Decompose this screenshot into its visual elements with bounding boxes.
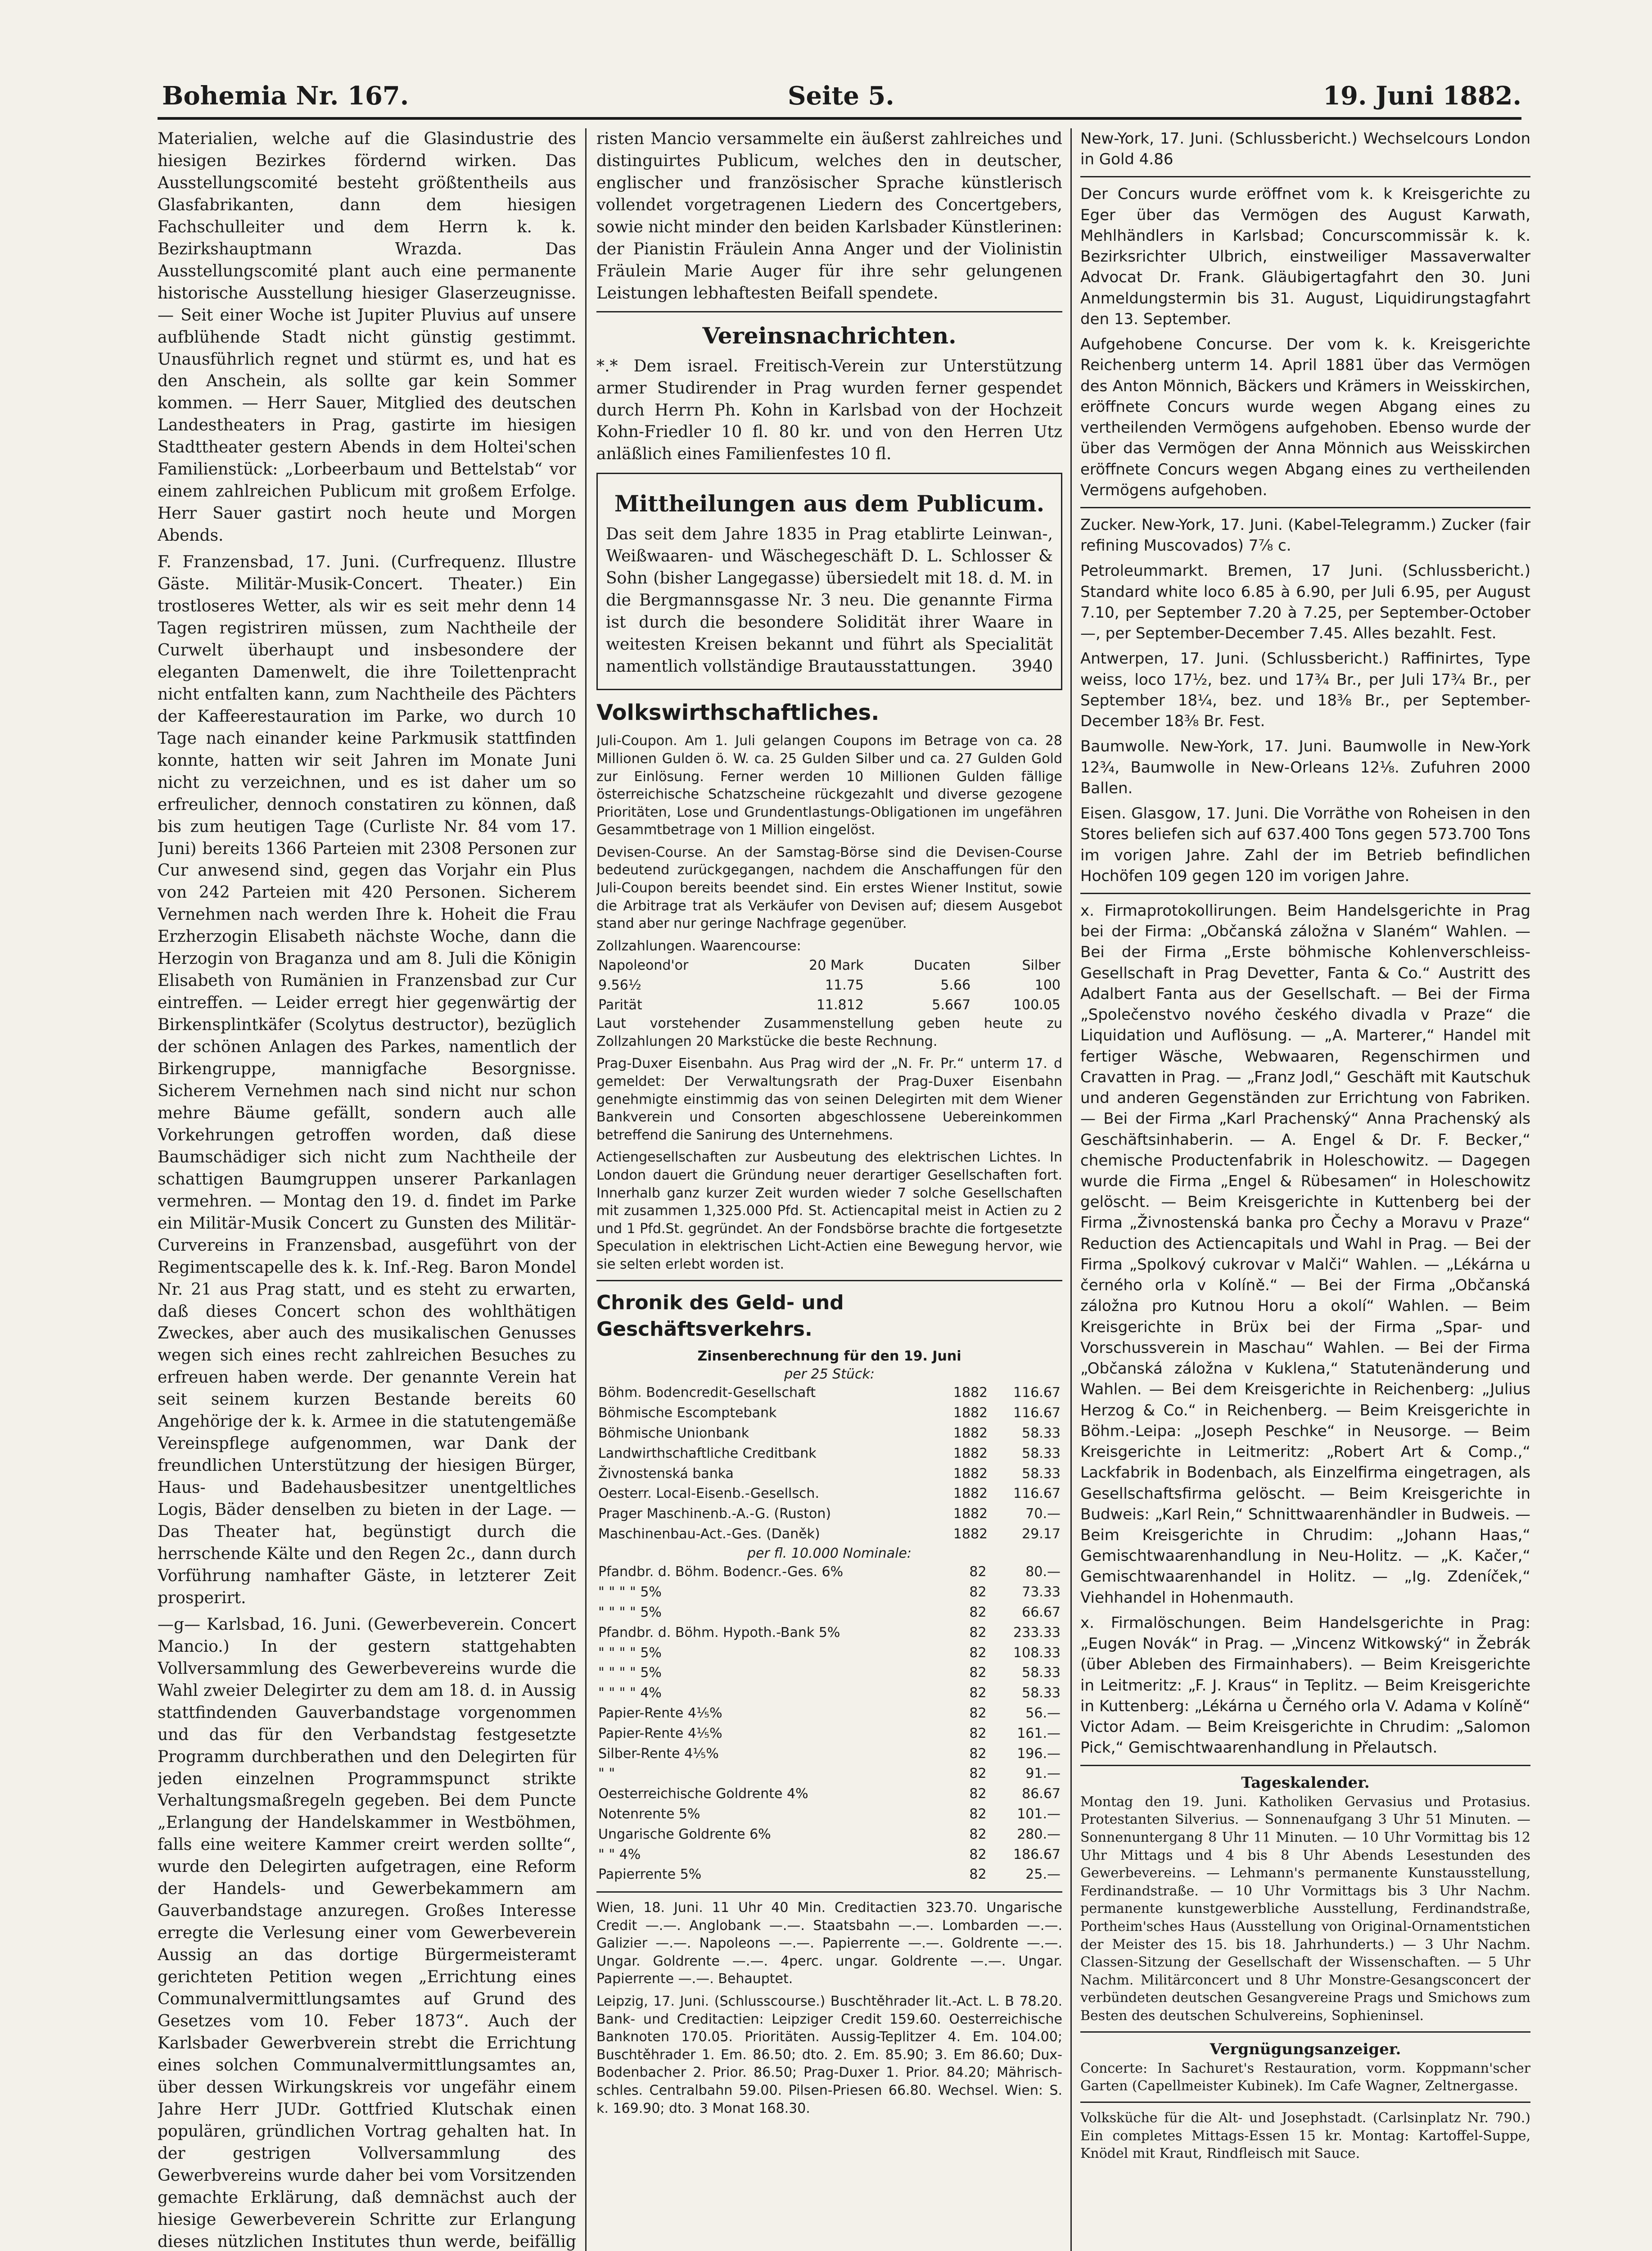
petroleum-paragraph: Petroleummarkt. Bremen, 17 Juni. (Schlussbericht.) Standard white loco 6.85 à 6.90, per Juli 6.95, per August 7.10, per September 7.20 à 7.25, per September-October —, per September-December 7.45. Alles bezahlt. Fest. <box>1080 562 1530 643</box>
zinsen-title: Zinsenberechnung für den 19. Juni <box>697 1348 961 1365</box>
mittheilungen-number: 3940 <box>1011 657 1053 676</box>
page-number: Seite 5. <box>788 81 894 111</box>
table-row <box>596 1663 1062 1683</box>
stocks-table <box>596 1383 1062 1544</box>
table-cell: Böhmische Unionbank <box>598 1425 749 1441</box>
table-cell: Böhm. Bodencredit-Gesellschaft <box>598 1385 816 1401</box>
table-row <box>596 995 1062 1015</box>
table-cell: 70.— <box>1025 1506 1061 1522</box>
table-cell: Parität <box>598 997 642 1013</box>
per-10000-label: per fl. 10.000 Nominale: <box>747 1545 912 1561</box>
column-3 <box>1080 128 1530 2251</box>
table-cell: Papier-Rente 4⅕% <box>598 1705 722 1721</box>
table-row <box>596 1562 1062 1582</box>
article-franzensbad: F. Franzensbad, 17. Juni. (Curfrequenz. Illustre Gäste. Militär-Musik-Concert. Theater.) Ein trostloseres Wetter, als wir es seit mehr denn 14 Tagen registriren müssen, zum Nachtheile der Curwelt überhaupt und insbesondere der eleganten Damenwelt, die ihre Toilettenpracht nicht entfalten kann, zum Nachtheile des Pächters der Kaffeerestauration im Parke, wo durch 10 Tage nach einander keine Parkmusik stattfinden konnte, hatten wir seit Jahren im Monate Juni nicht zu verzeichnen, und es ist daher um so erfreulicher, dennoch constatiren zu können, daß bis zum heutigen Tage (Curliste Nr. 84 vom 17. Juni) bereits 1366 Parteien mit 2308 Personen zur Cur anwesend sind, gegen das Vorjahr ein Plus von 242 Parteien mit 420 Personen. Sicherem Vernehmen nach werden Ihre k. Hoheit die Frau Erzherzogin Elisabeth nächste Woche, dann die Herzogin von Braganza und am 8. Juli die Königin Elisabeth von Rumänien in Franzensbad zur Cur eintreffen. — Leider erregt hier gegenwärtig der Birkensplintkäfer (Scolytus destructor), bezüglich der schönen Anlagen des Parkes, namentlich der Birkengruppe, mannigfache Besorgnisse. Sicherem Vernehmen nach sind nicht nur schon mehre Bäume gefällt, sondern auch alle Vorkehrungen getroffen worden, daß diese Baumschädiger sich nicht zum Nachtheile der schattigen Baumgruppen unserer Parkanlagen vermehren. — Montag den 19. d. findet im Parke ein Militär-Musik Concert zu Gunsten des Militär-Curvereins in Franzensbad, ausgeführt von der Regimentscapelle des k. k. Inf.-Reg. Baron Mondel Nr. 21 aus Prag statt, und es steht zu erwarten, daß dieses Concert schon des wohlthätigen Zweckes, aber auch des musikalischen Genusses wegen sich eines recht zahlreichen Besuches zu erfreuen haben werde. Der genannte Verein hat seit seinem kurzen Bestande bereits 60 Angehörige der k. k. Armee in die statutengemäße Vereinspflege aufgenommen, war Dank der freundlichen Unterstützung der hiesigen Bürger, Haus- und Badehausbesitzer unentgeltliches Logis, Bäder denselben zu bieten in der Lage. — Das Theater hat, begünstigt durch die herrschende Kälte und den Regen 2c., dann durch Vorführung namhafter Gäste, in letzterer Zeit prosperirt. <box>158 553 576 1607</box>
leipzig-quotes: Leipzig, 17. Juni. (Schlusscourse.) Buschtěhrader lit.-Act. L. B 78.20. Bank- und Creditactien: Leipziger Credit 159.60. Oesterreichische Banknoten 170.05. Prioritäten. Aussig-Teplitzer 4. Em. 104.00; Buschtěhrader 1. Em. 86.50; dto. 2. Em. 85.90; 3. Em 86.60; Dux-Bodenbacher 2. Prior. 86.50; Prag-Duxer 1. Prior. 84.20; Mährisch-schles. Centralbahn 59.00. Pilsen-Priesen 66.80. Wechsel. Wien: S. k. 169.90; dto. 3 Monat 168.30. <box>596 1993 1062 2116</box>
zucker-paragraph: Zucker. New-York, 17. Juni. (Kabel-Telegramm.) Zucker (fair refining Muscovados) 7⅞ c. <box>1080 515 1530 555</box>
concurs-paragraph: Der Concurs wurde eröffnet vom k. k Kreisgerichte zu Eger über das Vermögen des August Karwath, Mehlhändlers in Karlsbad; Concurscommissär k. k. Bezirksrichter Ulbrich, einstweiliger Massaverwalter Advocat Dr. Frank. Gläubigertagfahrt den 30. Juni Anmeldungstermin bis 31. August, Liquidirungstagfahrt den 13. September. <box>1080 185 1530 328</box>
table-cell: 1882 <box>953 1465 988 1482</box>
table-cell: Silber-Rente 4⅕% <box>598 1745 719 1762</box>
kalender-title: Tageskalender. <box>1241 1773 1370 1792</box>
table-cell: Pfandbr. d. Böhm. Hypoth.-Bank 5% <box>598 1624 840 1641</box>
volks-paragraph: Juli-Coupon. Am 1. Juli gelangen Coupons im Betrage von ca. 28 Millionen Gulden ö. W. ca. 25 Gulden Silber und ca. 27 Gulden Gold zur Einlösung. Ferner werden 10 Millionen Gulden fällige österreichische Schatzscheine rückgezahlt und diverse gezogene Prioritäten, Lose und Grundentlastungs-Obligationen im ungefähren Gesammtbetrage von 1 Million eingelöst. <box>596 733 1062 838</box>
table-cell: " " " " 5% <box>598 1645 662 1661</box>
table-cell: 280.— <box>1017 1826 1061 1842</box>
table-cell: Pfandbr. d. Böhm. Bodencr.-Ges. 6% <box>598 1564 844 1580</box>
table-row <box>596 1845 1062 1865</box>
table-row <box>596 976 1062 995</box>
section-title-chronik: Chronik des Geld- und Geschäftsverkehrs. <box>596 1291 844 1341</box>
table-cell: Oesterreichische Goldrente 4% <box>598 1786 808 1802</box>
table-cell: 9.56½ <box>598 977 641 994</box>
column-2 <box>596 128 1062 2251</box>
table-cell: 86.67 <box>1022 1786 1061 1802</box>
table-cell: 82 <box>969 1685 987 1701</box>
table-cell: Maschinenbau-Act.-Ges. (Daněk) <box>598 1526 820 1542</box>
table-cell: 108.33 <box>1013 1645 1061 1661</box>
table-cell: 73.33 <box>1022 1584 1061 1600</box>
column-rule <box>1070 128 1072 2251</box>
table-cell: 161.— <box>1017 1725 1061 1741</box>
divider <box>1080 507 1530 508</box>
table-cell: 82 <box>969 1725 987 1741</box>
masthead-title: Bohemia Nr. 167. <box>162 81 409 111</box>
table-cell: 82 <box>969 1645 987 1661</box>
divider <box>1080 2102 1530 2103</box>
table-cell: 58.33 <box>1022 1665 1061 1681</box>
table-cell: 82 <box>969 1867 987 1883</box>
divider <box>1080 2031 1530 2033</box>
table-row <box>596 1683 1062 1704</box>
volkskueche-text: Volksküche für die Alt- und Josephstadt. (Carlsinplatz Nr. 790.) Ein completes Mittags-Essen 15 kr. Montag: Kartoffel-Suppe, Knödel mit Kraut, Rindfleisch mit Sauce. <box>1080 2110 1530 2162</box>
table-cell: 82 <box>969 1665 987 1681</box>
table-cell: Prager Maschinenb.-A.-G. (Ruston) <box>598 1506 831 1522</box>
table-cell: 5.66 <box>940 977 971 994</box>
table-cell: Böhmische Escomptebank <box>598 1405 777 1421</box>
table-row <box>596 1825 1062 1845</box>
table-cell: 196.— <box>1017 1745 1061 1762</box>
table-cell: 58.33 <box>1022 1425 1061 1441</box>
table-cell: " " <box>598 1766 615 1782</box>
table-cell: 101.— <box>1017 1806 1061 1822</box>
table-cell: 82 <box>969 1624 987 1641</box>
divider <box>596 1280 1062 1281</box>
bonds-table <box>596 1562 1062 1885</box>
section-title-mittheilungen: Mittheilungen aus dem Publicum. <box>614 490 1045 517</box>
table-row <box>596 1484 1062 1504</box>
table-cell: 82 <box>969 1564 987 1580</box>
table-row <box>596 1744 1062 1764</box>
table-cell: 29.17 <box>1022 1526 1061 1542</box>
table-cell: Ducaten <box>913 958 971 974</box>
table-cell: 100 <box>1034 977 1061 994</box>
article-karlsbad: —g— Karlsbad, 16. Juni. (Gewerbeverein. Concert Mancio.) In der gestern stattgehabten Vollversammlung des Gewerbevereins wurde die Wahl zweier Delegirter zu dem am 18. d. in Aussig stattfindenden Gauverbandstage vorgenommen und das für den Verbandstag festgesetzte Programm durchberathen und den Delegirten für jeden einzelnen Programmspunct strikte Verhaltungsmaßregeln gegeben. Bei dem Puncte „Erlangung der Handelskammer in Westböhmen, falls eine weitere Kammer creirt werden sollte“, wurde den Delegirten aufgetragen, eine Reform der Handels- und Gewerbekammern am Gauverbandstage anzuregen. Großes Interesse erregte die Verlesung einer vom Gewerbeverein Aussig an das dortige Bürgermeisteramt gerichteten Petition wegen „Errichtung eines Communalvermittlungsamtes auf Grund des Gesetzes vom 10. Feber 1873“. Auch der Karlsbader Gewerbverein strebt die Errichtung eines solchen Communalvermittlungsamtes an, über dessen Wirkungskreis vor ungefähr einem Jahre Herr JUDr. Gottfried Klutschak einen populären, gründlichen Vortrag gehalten hat. In der gestrigen Vollversammlung des Gewerbvereins wurde daher bei vom Vorsitzenden gemachte Erklärung, daß demnächst auch der hiesige Gewerbeverein Schritte zur Erlangung dieses nützlichen Institutes thun werde, beifällig <box>158 1615 576 2251</box>
table-row <box>596 1603 1062 1623</box>
table-cell: " " " " 4% <box>598 1685 662 1701</box>
table-cell: 1882 <box>953 1425 988 1441</box>
table-cell: 25.— <box>1025 1867 1061 1883</box>
antwerpen-paragraph: Antwerpen, 17. Juni. (Schlussbericht.) Raffinirtes, Type weiss, loco 17½, bez. und 17¾ Br., per Juli 17¾ Br., per September 18¼, bez. und 18⅜ Br., per September-December 18⅜ Br. Fest. <box>1080 650 1530 731</box>
table-row <box>596 1403 1062 1424</box>
divider <box>1080 893 1530 894</box>
page-header <box>158 68 1521 120</box>
table-row <box>596 1582 1062 1603</box>
divider <box>596 311 1062 312</box>
eisen-paragraph: Eisen. Glasgow, 17. Juni. Die Vorräthe von Roheisen in den Stores beliefen sich auf 637.400 Tons gegen 573.700 Tons im vorigen Jahre. Zahl der im Betrieb befindlichen Hochöfen 109 gegen 120 im vorigen Jahre. <box>1080 805 1530 885</box>
table-cell: Papierrente 5% <box>598 1867 702 1883</box>
table-cell: 233.33 <box>1013 1624 1061 1641</box>
table-row <box>596 1504 1062 1524</box>
table-cell: 100.05 <box>1013 997 1061 1013</box>
kalender-text: Montag den 19. Juni. Katholiken Gervasius und Protasius. Protestanten Silverius. — Sonnenaufgang 3 Uhr 51 Minuten. — Sonnenuntergang 8 Uhr 11 Minuten. — 10 Uhr Vormittag bis 12 Uhr Mittags und 4 bis 8 Uhr Abends Lesestunden des Gewerbevereins. — Lehmann's permanente Kunstausstellung, Ferdinandstraße. — 10 Uhr Vormittags bis 3 Uhr Nachm. permanente kunstgewerbliche Ausstellung, Ferdinandstraße, Portheim'sches Haus (Ausstellung von Original-Ornamentstichen der Meister des 15. bis 18. Jahrhunderts.) — 3 Uhr Nachm. Classen-Sitzung der Gesellschaft der Wissenschaften. — 5 Uhr Nachm. Militärconcert und 8 Uhr Monstre-Gesangsconcert der verbündeten deutschen Gesangvereine Prags und Smichows zum Besten des deutschen Schulvereins, Sophieninsel. <box>1080 1794 1530 2024</box>
table-row <box>596 1784 1062 1804</box>
table-cell: 82 <box>969 1745 987 1762</box>
table-cell: 82 <box>969 1806 987 1822</box>
table-cell: 82 <box>969 1846 987 1862</box>
table-row <box>596 1764 1062 1784</box>
vereins-paragraph: *.* Dem israel. Freitisch-Verein zur Unterstützung armer Studirender in Prag wurden ferner gespendet durch Herrn Ph. Kohn in Karlsbad von der Hochzeit Kohn-Friedler 10 fl. 80 kr. und von den Herren Utz anläßlich eines Familienfestes 10 fl. <box>596 357 1062 464</box>
aufgehoben-paragraph: Aufgehobene Concurse. Der vom k. k. Kreisgerichte Reichenberg unterm 14. April 1881 über das Vermögen des Anton Mönnich, Bäckers und Krämers in Weisskirchen, eröffnete Concurs wurde wegen Abgang eines zu vertheilenden Vermögens aufgehoben. Ebenso wurde der über das Vermögen der Anna Mönnich aus Weisskirchen eröffnete Concurs wegen Abgang eines zu vertheilenden Vermögens aufgehoben. <box>1080 335 1530 499</box>
volks-paragraph: Devisen-Course. An der Samstag-Börse sind die Devisen-Course bedeutend zurückgegangen, nachdem die Anschaffungen für den Juli-Coupon bereits beendet sind. Ein erstes Wiener Institut, sowie die Arbitrage trat als Verkäufer von Devisen auf; diesem Ausgebot stand aber nur geringe Nachfrage gegenüber. <box>596 844 1062 932</box>
table-cell: 11.812 <box>816 997 864 1013</box>
table-row <box>596 1724 1062 1744</box>
table-cell: 5.667 <box>932 997 971 1013</box>
vergnuegung-title: Vergnügungsanzeiger. <box>1210 2040 1401 2058</box>
table-cell: 1882 <box>953 1506 988 1522</box>
table-cell: " " " " 5% <box>598 1604 662 1620</box>
volks-paragraph: Prag-Duxer Eisenbahn. Aus Prag wird der „N. Fr. Pr.“ unterm 17. d gemeldet: Der Verwaltungsrath der Prag-Duxer Eisenbahn genehmigte einstimmig das von seinen Delegirten mit dem Wiener Bankverein und Consorten abgeschlossene Uebereinkommen betreffend die Sanirung des Unternehmens. <box>596 1056 1062 1143</box>
zoll-table <box>596 956 1062 1015</box>
table-cell: 58.33 <box>1022 1685 1061 1701</box>
table-cell: Landwirthschaftliche Creditbank <box>598 1445 817 1461</box>
per-25-label: per 25 Stück: <box>784 1366 875 1382</box>
table-row <box>596 1524 1062 1545</box>
section-title-vereinsnachrichten: Vereinsnachrichten. <box>702 322 957 349</box>
column-rule <box>585 128 587 2251</box>
divider <box>1080 176 1530 177</box>
table-cell: 80.— <box>1025 1564 1061 1580</box>
table-cell: 116.67 <box>1013 1385 1061 1401</box>
table-cell: 116.67 <box>1013 1486 1061 1502</box>
mittheilungen-text <box>606 524 1053 678</box>
table-cell: 91.— <box>1025 1766 1061 1782</box>
mittheilungen-body: Das seit dem Jahre 1835 in Prag etablirte Leinwan-, Weißwaaren- und Wäschegeschäft D. L. Schlosser & Sohn (bisher Langegasse) übersiedelt mit 18. d. M. in die Bergmannsgasse Nr. 3 neu. Die genannte Firma ist durch die besondere Solidität ihrer Waare in weitesten Kreisen bekannt und führt als Specialität namentlich vollständige Brautausstattungen. <box>606 525 1053 676</box>
vergnuegung-text: Concerte: In Sachuret's Restauration, vorm. Koppmann'scher Garten (Capellmeister Kubinek). Im Cafe Wagner, Zeltnergasse. <box>1080 2060 1530 2094</box>
table-cell: " " 4% <box>598 1846 641 1862</box>
table-row <box>596 1865 1062 1885</box>
table-cell: 1882 <box>953 1385 988 1401</box>
table-row <box>596 1424 1062 1444</box>
table-cell: Silber <box>1022 958 1061 974</box>
table-cell: 58.33 <box>1022 1445 1061 1461</box>
table-cell: " " " " 5% <box>598 1665 662 1681</box>
article-paragraph: Materialien, welche auf die Glasindustrie des hiesigen Bezirkes fördernd wirken. Das Ausstellungscomité besteht größtentheils aus Glasfabrikanten, dann dem hiesigen Fachschulleiter und dem Herrn k. k. Bezirkshauptmann Wrazda. Das Ausstellungscomité plant auch eine permanente historische Ausstellung hiesiger Glaserzeugnisse. — Seit einer Woche ist Jupiter Pluvius auf unsere aufblühende Stadt nicht günstig gestimmt. Unausführlich regnet und stürmt es, und hat es den Anschein, als sollte gar kein Sommer kommen. — Herr Sauer, Mitglied des deutschen Landestheaters in Prag, gastirte im hiesigen Stadttheater gestern Abends in dem Holtei'schen Familienstück: „Lorbeerbaum und Bettelstab“ vor einem zahlreichen Publicum mit großem Erfolge. Herr Sauer gastirt noch heute und Morgen Abends. <box>158 130 576 545</box>
table-row <box>596 1444 1062 1464</box>
table-cell: 20 Mark <box>809 958 864 974</box>
mittheilungen-box <box>596 473 1062 690</box>
table-cell: 1882 <box>953 1445 988 1461</box>
table-row <box>596 1643 1062 1663</box>
divider <box>596 1891 1062 1893</box>
table-cell: Živnostenská banka <box>598 1465 734 1482</box>
volks-paragraph: Actiengesellschaften zur Ausbeutung des elektrischen Lichtes. In London dauert die Gründung neuer derartiger Gesellschaften fort. Innerhalb ganz kurzer Zeit wurden wieder 7 solche Gesellschaften mit zusammen 1,325.000 Pfd. St. Actiencapital meist in Actien zu 2 und 1 Pfd.St. gegründet. An der Fondsbörse brachte die fortgesetzte Speculation in elektrischen Licht-Actien eine Bewegung hervor, wie sie selten erlebt worden ist. <box>596 1149 1062 1272</box>
volks-paragraph: Zollzahlungen. Waarencourse: <box>596 938 801 954</box>
table-row <box>596 1464 1062 1484</box>
table-cell: Oesterr. Local-Eisenb.-Gesellsch. <box>598 1486 819 1502</box>
table-cell: 58.33 <box>1022 1465 1061 1482</box>
table-cell: 82 <box>969 1826 987 1842</box>
ny-exchange: New-York, 17. Juni. (Schlussbericht.) Wechselcours London in Gold 4.86 <box>1080 130 1530 169</box>
table-cell: Napoleond'or <box>598 958 689 974</box>
table-row <box>596 1704 1062 1724</box>
table-cell: 116.67 <box>1013 1405 1061 1421</box>
table-row <box>596 1623 1062 1643</box>
article-paragraph: risten Mancio versammelte ein äußerst zahlreiches und distinguirtes Publicum, welches den in deutscher, englischer und französischer Sprache künstlerisch vollendet vorgetragenen Liedern des Concertgebers, sowie nicht minder den beiden Karlsbader Künstlerinen: der Pianistin Fräulein Anna Anger und der Violinistin Fräulein Marie Auger für ihre sehr gelungenen Leistungen lebhaftesten Beifall spendete. <box>596 130 1062 303</box>
column-1 <box>158 128 576 2251</box>
table-cell: 82 <box>969 1584 987 1600</box>
section-title-volkswirthschaft: Volkswirthschaftliches. <box>596 700 880 726</box>
table-cell: 82 <box>969 1786 987 1802</box>
volks-paragraph: Laut vorstehender Zusammenstellung geben heute zu Zollzahlungen 20 Markstücke die beste Rechnung. <box>596 1016 1062 1049</box>
table-cell: 1882 <box>953 1405 988 1421</box>
table-row <box>596 956 1062 976</box>
table-cell: 82 <box>969 1604 987 1620</box>
table-cell: Notenrente 5% <box>598 1806 700 1822</box>
table-cell: 1882 <box>953 1526 988 1542</box>
table-cell: Papier-Rente 4⅕% <box>598 1725 722 1741</box>
firmaloschung-paragraph: x. Firmalöschungen. Beim Handelsgerichte in Prag: „Eugen Novák“ in Prag. — „Vincenz Witkowský“ in Žebrák (über Ableben des Firmainhabers). — Beim Kreisgerichte in Leitmeritz: „F. J. Kraus“ in Teplitz. — Beim Kreisgerichte in Kuttenberg: „Lékárna u Černého orla V. Adama v Kolíně“ Victor Adam. — Beim Kreisgerichte in Chrudim: „Salomon Pick,“ Gemischtwaarenhandlung in Přelautsch. <box>1080 1614 1530 1757</box>
table-cell: Ungarische Goldrente 6% <box>598 1826 771 1842</box>
table-cell: 56.— <box>1025 1705 1061 1721</box>
issue-date: 19. Juni 1882. <box>1323 81 1521 111</box>
table-cell: 82 <box>969 1766 987 1782</box>
table-cell: 66.67 <box>1022 1604 1061 1620</box>
baumwolle-paragraph: Baumwolle. New-York, 17. Juni. Baumwolle in New-York 12¾, Baumwolle in New-Orleans 12⅛. Zufuhren 2000 Ballen. <box>1080 737 1530 797</box>
divider <box>1080 1765 1530 1766</box>
table-cell: 11.75 <box>825 977 864 994</box>
table-cell: 1882 <box>953 1486 988 1502</box>
table-row <box>596 1383 1062 1403</box>
wien-quotes: Wien, 18. Juni. 11 Uhr 40 Min. Creditactien 323.70. Ungarische Credit —.—. Anglobank —.—. Staatsbahn —.—. Lombarden —.—. Galizier —.—. Napoleons —.—. Papierrente —.—. Goldrente —.—. Ungar. Goldrente —.—. 4perc. ungar. Goldrente —.—. Ungar. Papierrente —.—. Behauptet. <box>596 1900 1062 1987</box>
table-cell: 82 <box>969 1705 987 1721</box>
firmaprotokoll-paragraph: x. Firmaprotokollirungen. Beim Handelsgerichte in Prag bei der Firma: „Občanská záložna v Slaném“ Wahlen. — Bei der Firma „Erste böhmische Kohlenverschleiss-Gesellschaft in Prag Devetter, Fanta & Co.“ Austritt des Adalbert Fanta aus der Gesellschaft. — Bei der Firma „Společenstvo nového českého divadla v Praze“ die Liquidation und Auflösung. — „A. Marterer,“ Handel mit fertiger Wäsche, Webwaaren, Regenschirmen und Cravatten in Prag. — „Franz Jodl,“ Geschäft mit Kautschuk und anderen Gegenständen zur Errichtung von Fabriken. — Bei der Firma „Karl Prachenský“ Anna Prachenský als Geschäftsinhaberin. — A. Engel & Dr. F. Becker,“ chemische Productenfabrik in Holeschowitz. — Dagegen wurde die Firma „Engel & Rübesamen“ in Holeschowitz gelöscht. — Beim Kreisgerichte in Kuttenberg bei der Firma „Živnostenská banka pro Čechy a Moravu v Praze“ Reduction des Actiencapitals und Wahl in Prag. — Bei der Firma „Spolkový cukrovar v Malči“ Wahlen. — „Lékárna u černého orla v Kolíně.“ — Bei der Firma „Občanská záložna pro Kutnou Horu a okolí“ Wahlen. — Beim Kreisgerichte in Brüx bei der Firma „Spar- und Vorschussverein in Maschau“ Wahlen. — Bei der Firma „Občanská záložna v Kuklena,“ Statutenänderung und Wahlen. — Bei dem Kreisgerichte in Reichenberg: „Julius Herzog & Co.“ in Reichenberg. — Beim Kreisgerichte in Böhm.-Leipa: „Joseph Peschke“ in Neusorge. — Beim Kreisgerichte in Leitmeritz: „Robert Art & Comp.,“ Lackfabrik in Bodenbach, als Einzelfirma eingetragen, als Gesellschaftsfirma gelöscht. — Beim Kreisgerichte in Budweis: „Karl Rein,“ Schnittwaarenhändler in Budweis. — Beim Kreisgerichte in Chrudim: „Johann Haas,“ Gemischtwaarenhandlung in Neu-Holitz. — „K. Kačer,“ Gemischtwaarenhandel in Holitz. — „Ig. Zdeníček,“ Viehhandel in Hohenmauth. <box>1080 901 1530 1607</box>
table-cell: 186.67 <box>1013 1846 1061 1862</box>
table-cell: " " " " 5% <box>598 1584 662 1600</box>
table-row <box>596 1804 1062 1825</box>
